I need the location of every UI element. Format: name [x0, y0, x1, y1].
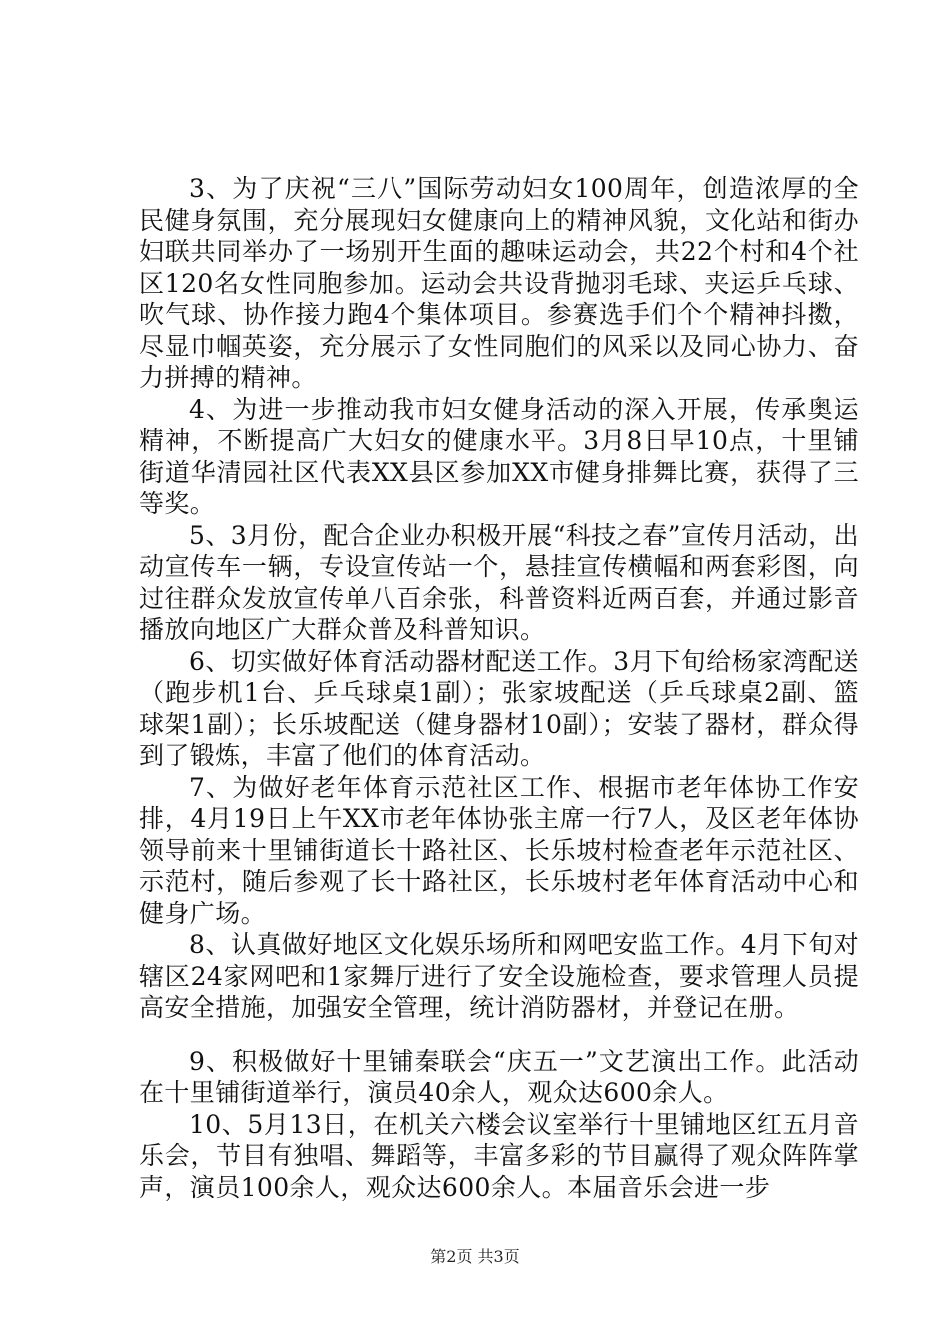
paragraph-7-elderly-sports: 7、为做好老年体育示范社区工作、根据市老年体协工作安排，4月19日上午XX市老年体协张主席一行7人，及区老年体协领导前来十里铺街道长十路社区、长乐坡村检查老年示范社区、示范村，随后参观了长十路社区，长乐坡村老年体育活动中心和健身广场。 — [139, 772, 859, 928]
paragraph-9-may-day-show: 9、积极做好十里铺秦联会“庆五一”文艺演出工作。此活动在十里铺街道举行，演员40余人，观众达600余人。 — [139, 1046, 859, 1107]
paragraph-8-safety-inspection: 8、认真做好地区文化娱乐场所和网吧安监工作。4月下旬对辖区24家网吧和1家舞厅进行了安全设施检查，要求管理人员提高安全措施，加强安全管理，统计消防器材，并登记在册。 — [139, 930, 859, 1022]
document-body — [139, 173, 859, 1203]
paragraph-4-dance-competition: 4、为进一步推动我市妇女健身活动的深入开展，传承奥运精神，不断提高广大妇女的健康水平。3月8日早10点，十里铺街道华清园社区代表XX县区参加XX市健身排舞比赛，获得了三等奖。 — [139, 394, 859, 518]
paragraph-3-womens-day-games: 3、为了庆祝“三八”国际劳动妇女100周年，创造浓厚的全民健身氛围，充分展现妇女健康向上的精神风貌，文化站和街办妇联共同举办了一场别开生面的趣味运动会，共22个村和4个社区120名女性同胞参加。运动会共设背抛羽毛球、夹运乒乓球、吹气球、协作接力跑4个集体项目。参赛选手们个个精神抖擞，尽显巾帼英姿，充分展示了女性同胞们的风采以及同心协力、奋力拼搏的精神。 — [139, 174, 859, 392]
page-number-footer: 第2页 共3页 — [430, 1247, 520, 1266]
paragraph-6-equipment-delivery: 6、切实做好体育活动器材配送工作。3月下旬给杨家湾配送（跑步机1台、乒乓球桌1副）；张家坡配送（乒乓球桌2副、篮球架1副）；长乐坡配送（健身器材10副）；安装了器材，群众得到了锻炼，丰富了他们的体育活动。 — [139, 646, 859, 770]
paragraph-10-concert: 10、5月13日，在机关六楼会议室举行十里铺地区红五月音乐会，节目有独唱、舞蹈等，丰富多彩的节目赢得了观众阵阵掌声，演员100余人，观众达600余人。本届音乐会进一步 — [139, 1109, 859, 1202]
paragraph-5-science-spring: 5、3月份，配合企业办积极开展“科技之春”宣传月活动，出动宣传车一辆，专设宣传站一个，悬挂宣传横幅和两套彩图，向过往群众发放宣传单八百余张，科普资料近两百套，并通过影音播放向地区广大群众普及科普知识。 — [139, 520, 859, 644]
